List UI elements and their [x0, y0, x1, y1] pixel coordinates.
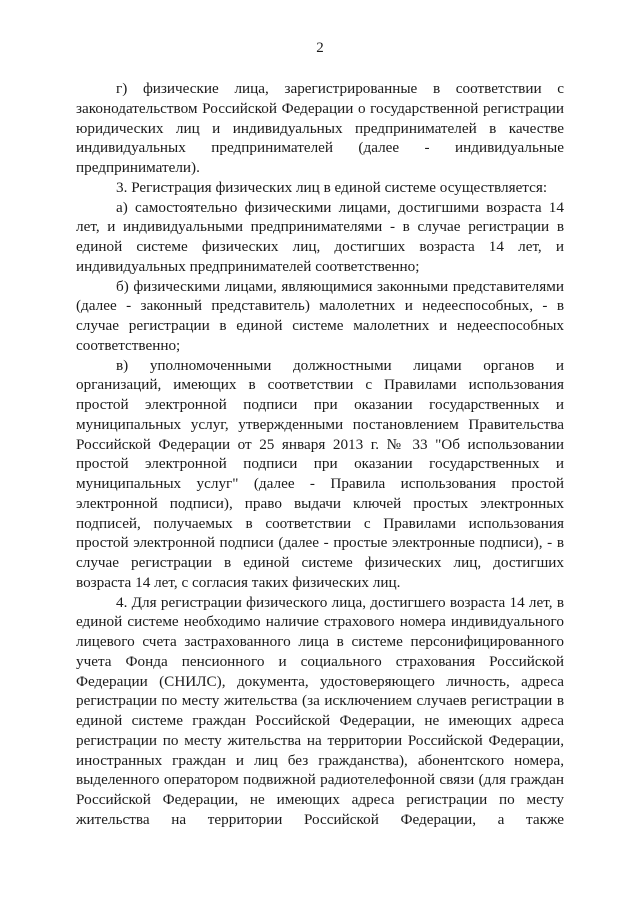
document-body [76, 79, 564, 830]
paragraph-subitem-b: б) физическими лицами, являющимися законными представителями (далее - законный представитель) малолетних и недееспособных, - в случае регистрации в единой системе малолетних и недееспособных соответственно; [76, 277, 564, 354]
paragraph-subitem-a: а) самостоятельно физическими лицами, достигшими возраста 14 лет, и индивидуальными предпринимателями - в случае регистрации в единой системе физических лиц, достигших возраста 14 лет, и индивидуальных предпринимателей соответственно; [76, 198, 564, 275]
page-number: 2 [316, 40, 324, 56]
paragraph-item-4: 4. Для регистрации физического лица, достигшего возраста 14 лет, в единой системе необходимо наличие страхового номера индивидуального лицевого счета застрахованного лица в системе персонифицированного учета Фонда пенсионного и социального страхования Российской Федерации (СНИЛС), документа, удостоверяющего личность, адреса регистрации по месту жительства (за исключением случаев регистрации в единой системе граждан Российской Федерации, не имеющих адреса регистрации по месту жительства на территории Российской Федерации, иностранных граждан и лиц без гражданства), абонентского номера, выделенного оператором подвижной радиотелефонной связи (для граждан Российской Федерации, не имеющих адреса регистрации по месту жительства на территории Российской Федерации, а также [76, 593, 564, 828]
paragraph-subitem-v: в) уполномоченными должностными лицами органов и организаций, имеющих в соответствии с Правилами использования простой электронной подписи при оказании государственных и муниципальных услуг, утвержденными постановлением Правительства Российской Федерации от 25 января 2013 г. № 33 "Об использовании простой электронной подписи при оказании государственных и муниципальных услуг" (далее - Правила использования простой электронной подписи), право выдачи ключей простых электронных подписей, получаемых в соответствии с Правилами использования простой электронной подписи (далее - простые электронные подписи), - в случае регистрации в единой системе физических лиц, достигших возраста 14 лет, с согласия таких физических лиц. [76, 356, 564, 591]
paragraph-subitem-g: г) физические лица, зарегистрированные в соответствии с законодательством Российской Федерации о государственной регистрации юридических лиц и индивидуальных предпринимателей в качестве индивидуальных предпринимателей (далее - индивидуальные предприниматели). [76, 80, 564, 176]
paragraph-item-3: 3. Регистрация физических лиц в единой системе осуществляется: [116, 178, 548, 196]
